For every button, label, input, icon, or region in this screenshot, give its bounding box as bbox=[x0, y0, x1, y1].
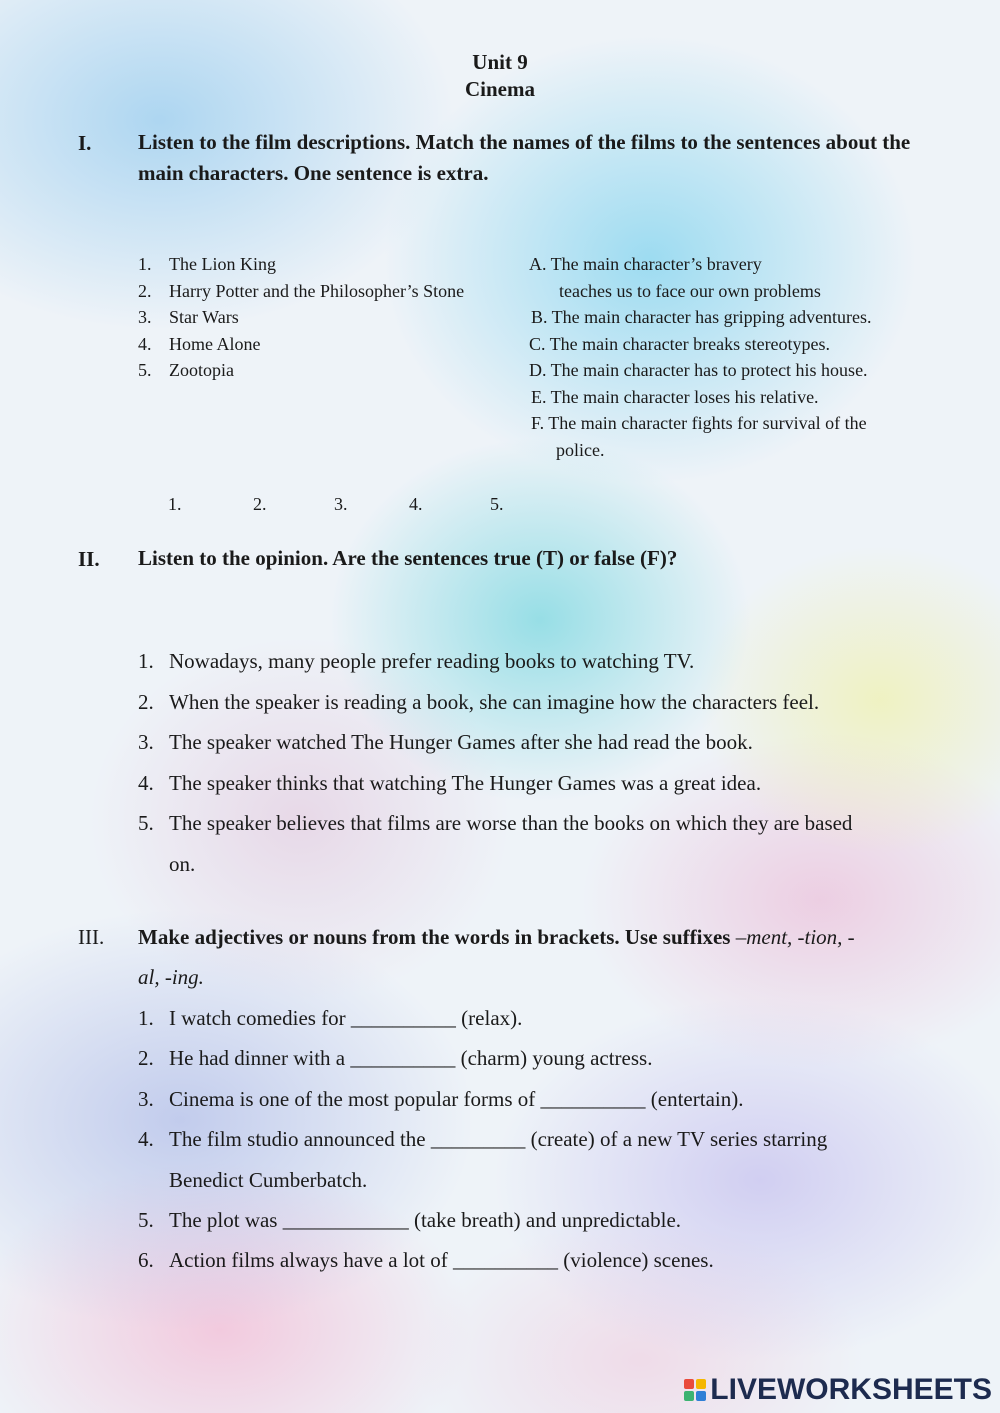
sentence-item: teaches us to face our own problems bbox=[559, 280, 821, 301]
tf-item: 2. When the speaker is reading a book, she can imagine how the characters feel. bbox=[138, 689, 820, 714]
film-list bbox=[138, 254, 464, 387]
suffix-item: 6. Action films always have a lot of __________ (violence) scenes. bbox=[138, 1248, 714, 1273]
unit-title: Unit 9 bbox=[472, 50, 528, 74]
sentence-list bbox=[529, 254, 872, 466]
suffix-item: 4. The film studio announced the _________ (create) of a new TV series starring bbox=[138, 1127, 828, 1152]
logo-grid-icon bbox=[684, 1379, 706, 1401]
tf-list bbox=[138, 649, 852, 893]
suffix-item: 1. I watch comedies for __________ (relax). bbox=[138, 1006, 523, 1030]
suffix-item: 3. Cinema is one of the most popular forms of __________ (entertain). bbox=[138, 1086, 744, 1111]
liveworksheets-logo bbox=[684, 1373, 992, 1407]
sentence-item: F. The main character fights for survival of the bbox=[531, 413, 867, 433]
sentence-item: C. The main character breaks stereotypes. bbox=[529, 333, 831, 354]
suffix-item: 2. He had dinner with a __________ (charm) young actress. bbox=[138, 1046, 653, 1071]
film-item: 5. Zootopia bbox=[138, 360, 234, 380]
sentence-item: A. The main character’s bravery bbox=[529, 254, 762, 274]
tf-item: 3. The speaker watched The Hunger Games after she had read the book. bbox=[138, 730, 753, 755]
tf-item: 5. The speaker believes that films are worse than the books on which they are based bbox=[138, 811, 853, 836]
section-3-number: III. bbox=[78, 925, 105, 949]
section-2-instruction: Listen to the opinion. Are the sentences true (T) or false (F)? bbox=[138, 546, 678, 570]
answer-slot-1[interactable]: 1. bbox=[168, 494, 182, 514]
suffix-list bbox=[138, 1006, 827, 1289]
sentence-item: B. The main character has gripping adventures. bbox=[531, 307, 872, 327]
film-item: 1. The Lion King bbox=[138, 254, 276, 274]
answer-slot-2[interactable]: 2. bbox=[253, 494, 267, 514]
answer-slot-5[interactable]: 5. bbox=[490, 494, 504, 514]
topic-title: Cinema bbox=[465, 77, 535, 101]
logo-text: LIVEWORKSHEETS bbox=[710, 1373, 992, 1406]
section-3-instruction-continued: al, -ing. bbox=[138, 965, 204, 989]
tf-item: 4. The speaker thinks that watching The Hunger Games was a great idea. bbox=[138, 770, 762, 795]
answer-slot-3[interactable]: 3. bbox=[334, 494, 348, 514]
film-item: 3. Star Wars bbox=[138, 307, 239, 327]
tf-item: 1. Nowadays, many people prefer reading books to watching TV. bbox=[138, 649, 695, 673]
section-3-instruction: Make adjectives or nouns from the words in brackets. Use suffixes –ment, -tion, - bbox=[138, 925, 855, 949]
tf-item-continued: on. bbox=[169, 851, 196, 876]
sentence-item: E. The main character loses his relative. bbox=[531, 386, 819, 407]
film-item: 2. Harry Potter and the Philosopher’s Stone bbox=[138, 280, 465, 301]
section-1-number: I. bbox=[78, 131, 92, 155]
film-item: 4. Home Alone bbox=[138, 333, 261, 354]
sentence-item: police. bbox=[556, 439, 605, 460]
section-2-number: II. bbox=[78, 547, 100, 571]
suffix-item-continued: Benedict Cumberbatch. bbox=[169, 1167, 368, 1192]
section-1-instruction: Listen to the film descriptions. Match the names of the films to the sentences about the main characters. One sentence is extra. bbox=[138, 130, 911, 185]
answer-slot-4[interactable]: 4. bbox=[409, 494, 423, 514]
sentence-item: D. The main character has to protect his house. bbox=[529, 360, 868, 380]
suffix-item: 5. The plot was ____________ (take breath) and unpredictable. bbox=[138, 1207, 682, 1232]
